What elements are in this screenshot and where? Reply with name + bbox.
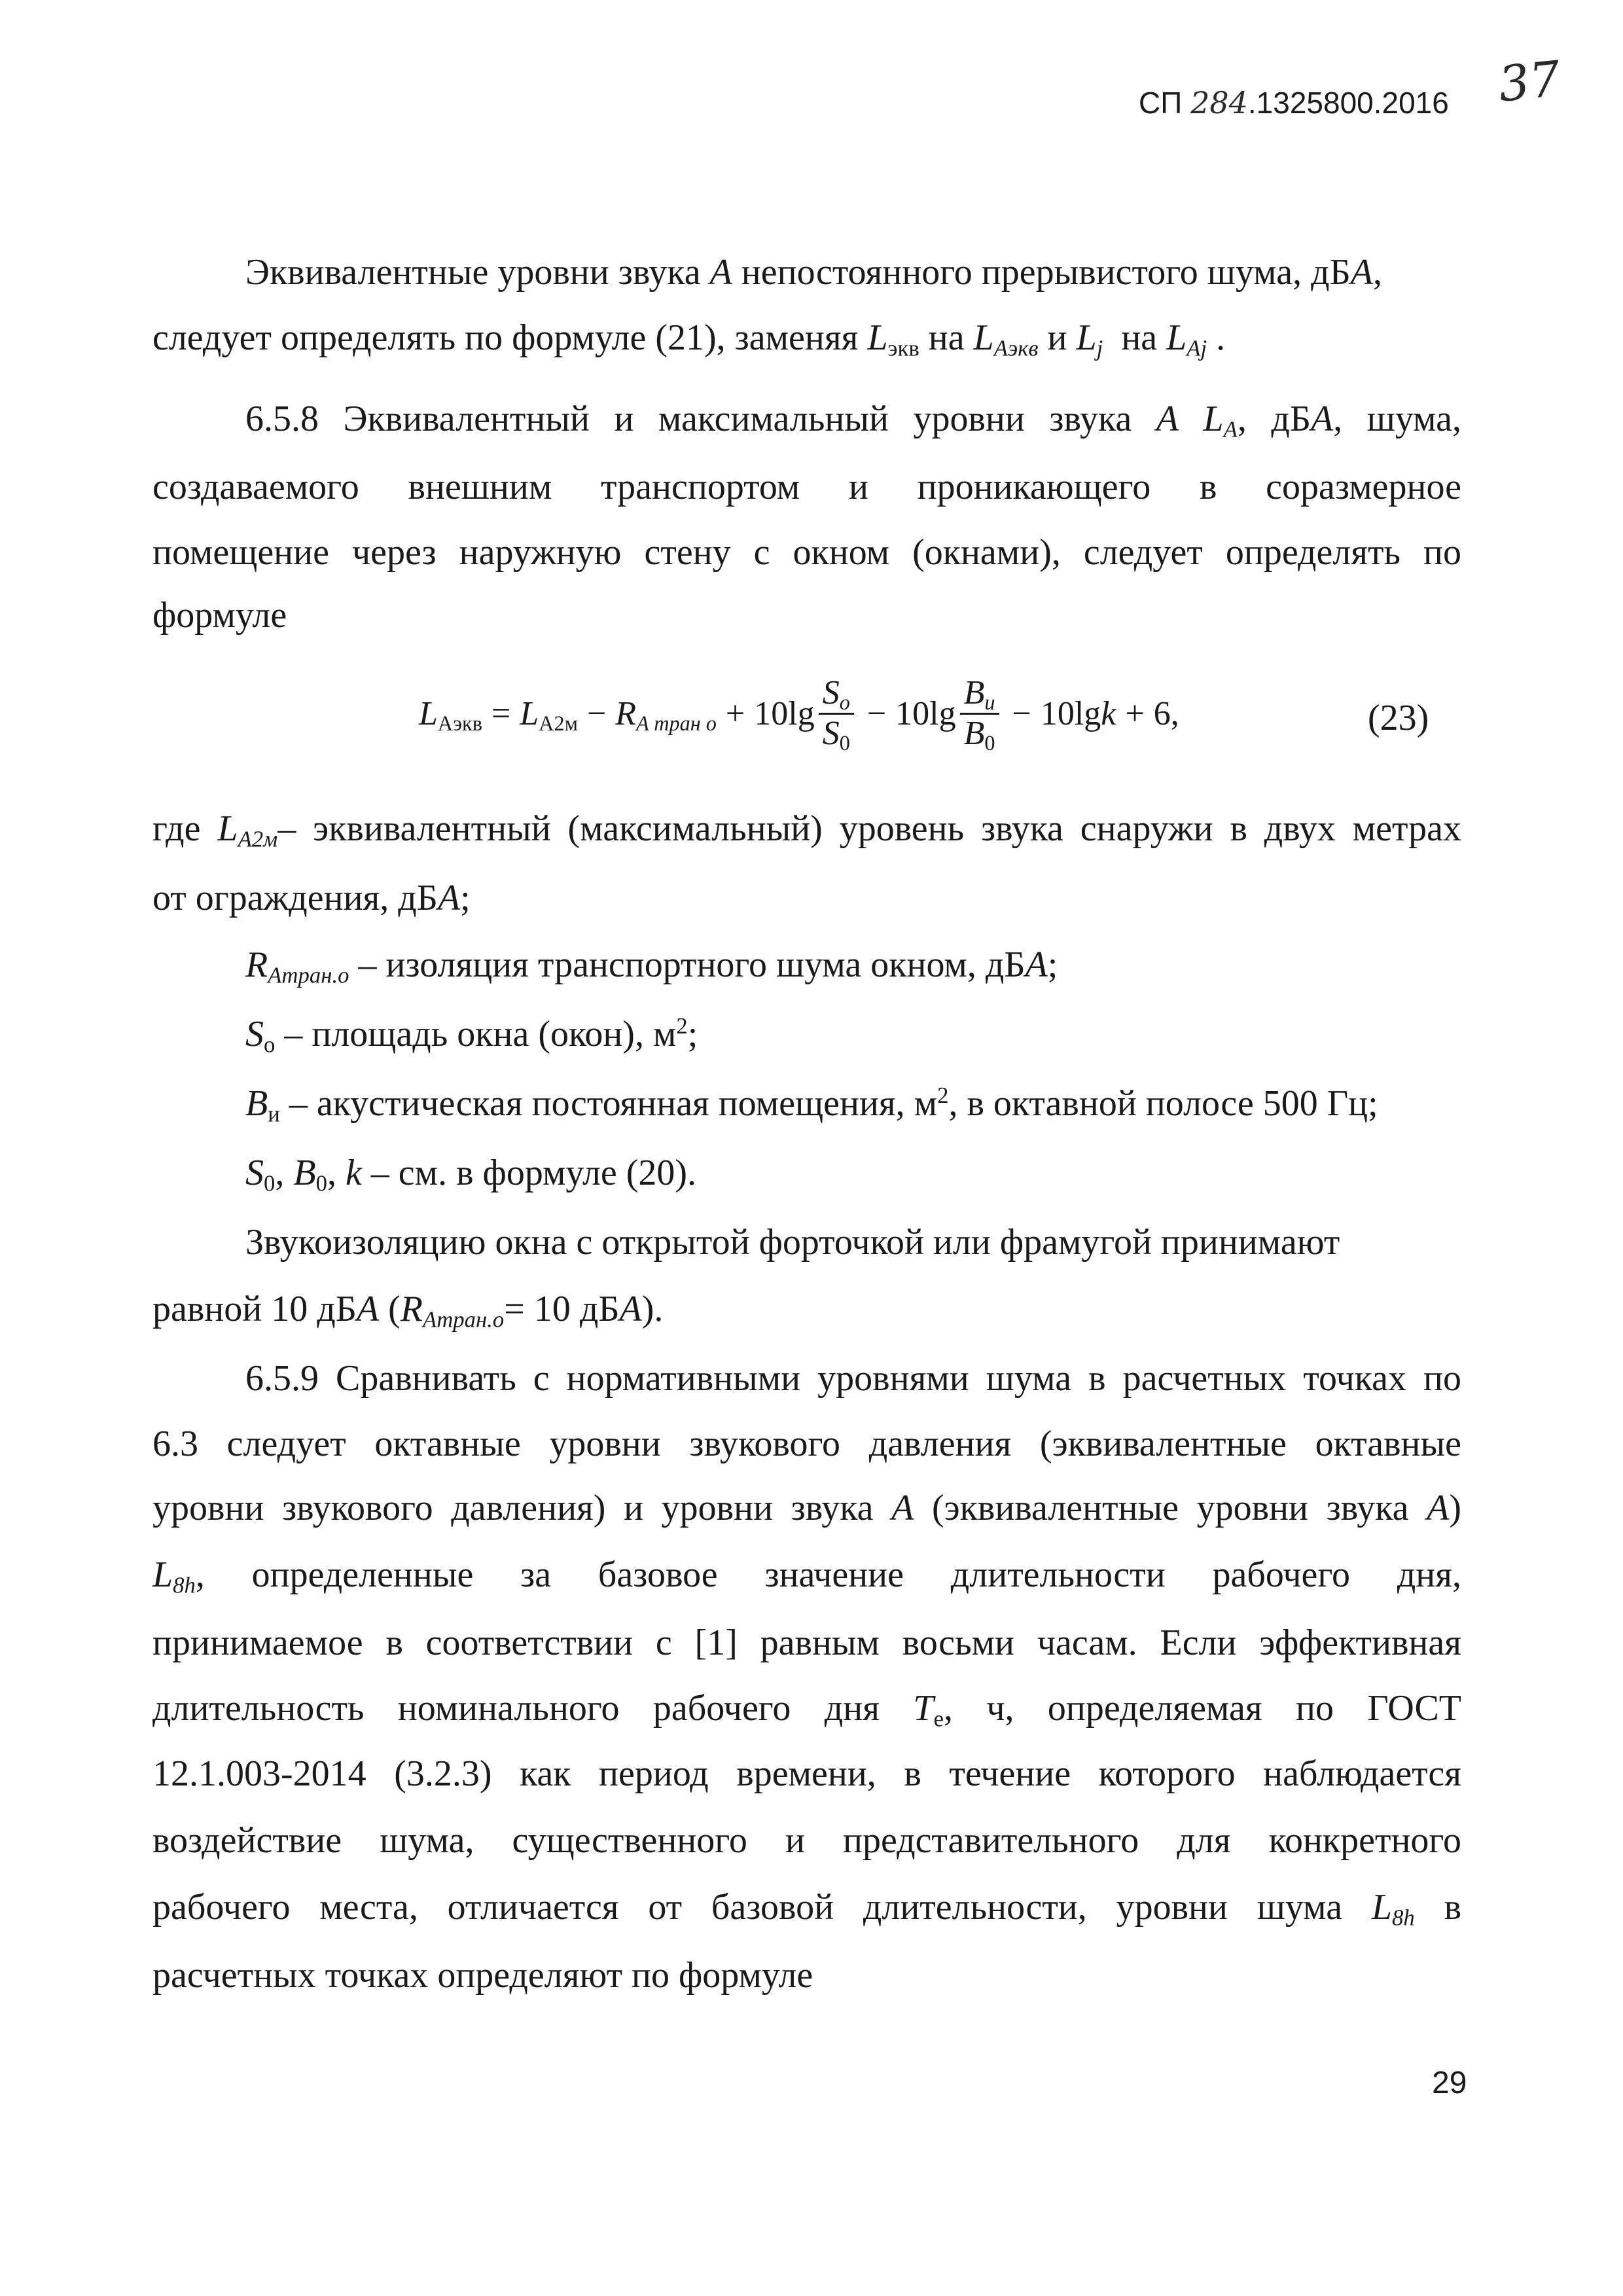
legend-line: $S_о$ – площадь окна (окон), $м^2$; xyxy=(245,1013,698,1058)
formula-23: $L_{Aэкв}$ = $L_{A2м}$ − $R_{A тран о}$ + 10lg $\frac{S_о}{S_0}$ − 10lg $\frac{B_и}{B_0}$ − 10lg k + 6 , xyxy=(419,673,1179,755)
legend-line: $B_и$ – акустическая постоянная помещения, $м^2$, в октавной полосе 500 Гц; xyxy=(245,1082,1378,1127)
paragraph-line: 6.5.8 Эквивалентный и максимальный уровни звука A $L_A$, дБA, шума, xyxy=(245,399,1462,442)
legend-line: $R_{Aтран.о}$ – изоляция транспортного шума окном, дБA; xyxy=(245,944,1058,988)
legend-line: от ограждения, дБA; xyxy=(152,878,471,918)
paragraph-line: расчетных точках определяют по формуле xyxy=(152,1955,813,1996)
handwritten-code-number: 284 xyxy=(1190,85,1248,120)
paragraph-line: равной 10 дБA ($R_{Aтран.о}= 10$ дБA). xyxy=(152,1289,664,1333)
paragraph-line: Звукоизоляцию окна с открытой форточкой или фрамугой принимают xyxy=(245,1222,1340,1263)
fraction-so-s0: $\frac{S_о}{S_0}$ xyxy=(819,675,854,751)
paragraph-line: $L_{8h}$, определенные за базовое значение длительности рабочего дня, xyxy=(152,1554,1461,1598)
paragraph-line: длительность номинального рабочего дня $T_e$, ч, определяемая по ГОСТ xyxy=(152,1688,1462,1732)
page-number: 29 xyxy=(1432,2066,1467,2100)
paragraph-line: уровни звукового давления) и уровни звука A (эквивалентные уровни звука A) xyxy=(152,1488,1462,1528)
paragraph-line: создаваемого внешним транспортом и проникающего в соразмерное xyxy=(152,467,1461,507)
legend-line: где $L_{A2м}-$ эквивалентный (максимальный) уровень звука снаружи в двух метрах xyxy=(152,808,1461,852)
paragraph-line: 6.5.9 Сравнивать с нормативными уровнями шума в расчетных точках по xyxy=(245,1358,1461,1399)
fraction-bi-b0: $\frac{B_и}{B_0}$ xyxy=(960,675,999,751)
paragraph-line: Эквивалентные уровни звука A непостоянного прерывистого шума, дБA, xyxy=(245,252,1382,293)
paragraph-line: помещение через наружную стену с окном (окнами), следует определять по xyxy=(152,532,1461,573)
code-suffix: .1325800.2016 xyxy=(1247,86,1449,120)
paragraph-line: 6.3 следует октавные уровни звукового давления (эквивалентные октавные xyxy=(152,1424,1461,1464)
equation-number: (23) xyxy=(1368,698,1429,738)
legend-line: $S_0$, $B_0$, k – см. в формуле (20). xyxy=(245,1153,697,1196)
paragraph-line: принимаемое в соответствии с [1] равным восьми часам. Если эффективная xyxy=(152,1623,1461,1663)
code-prefix: СП xyxy=(1139,86,1191,120)
paragraph-line: формуле xyxy=(152,595,287,636)
paragraph-line: воздействие шума, существенного и представительного для конкретного xyxy=(152,1820,1461,1861)
document-code xyxy=(1139,85,1449,120)
paragraph-line: рабочего места, отличается от базовой длительности, уровни шума $L_{8h}$ в xyxy=(152,1887,1462,1931)
handwritten-sheet-number: 37 xyxy=(1495,50,1563,113)
paragraph-line: 12.1.003-2014 (3.2.3) как период времени, в течение которого наблюдается xyxy=(152,1753,1461,1794)
paragraph-line: следует определять по формуле (21), заменяя $L_{экв}$ на $L_{Aэкв}$ и $L_j$ на $L_{Aj}$ . xyxy=(152,317,1226,361)
